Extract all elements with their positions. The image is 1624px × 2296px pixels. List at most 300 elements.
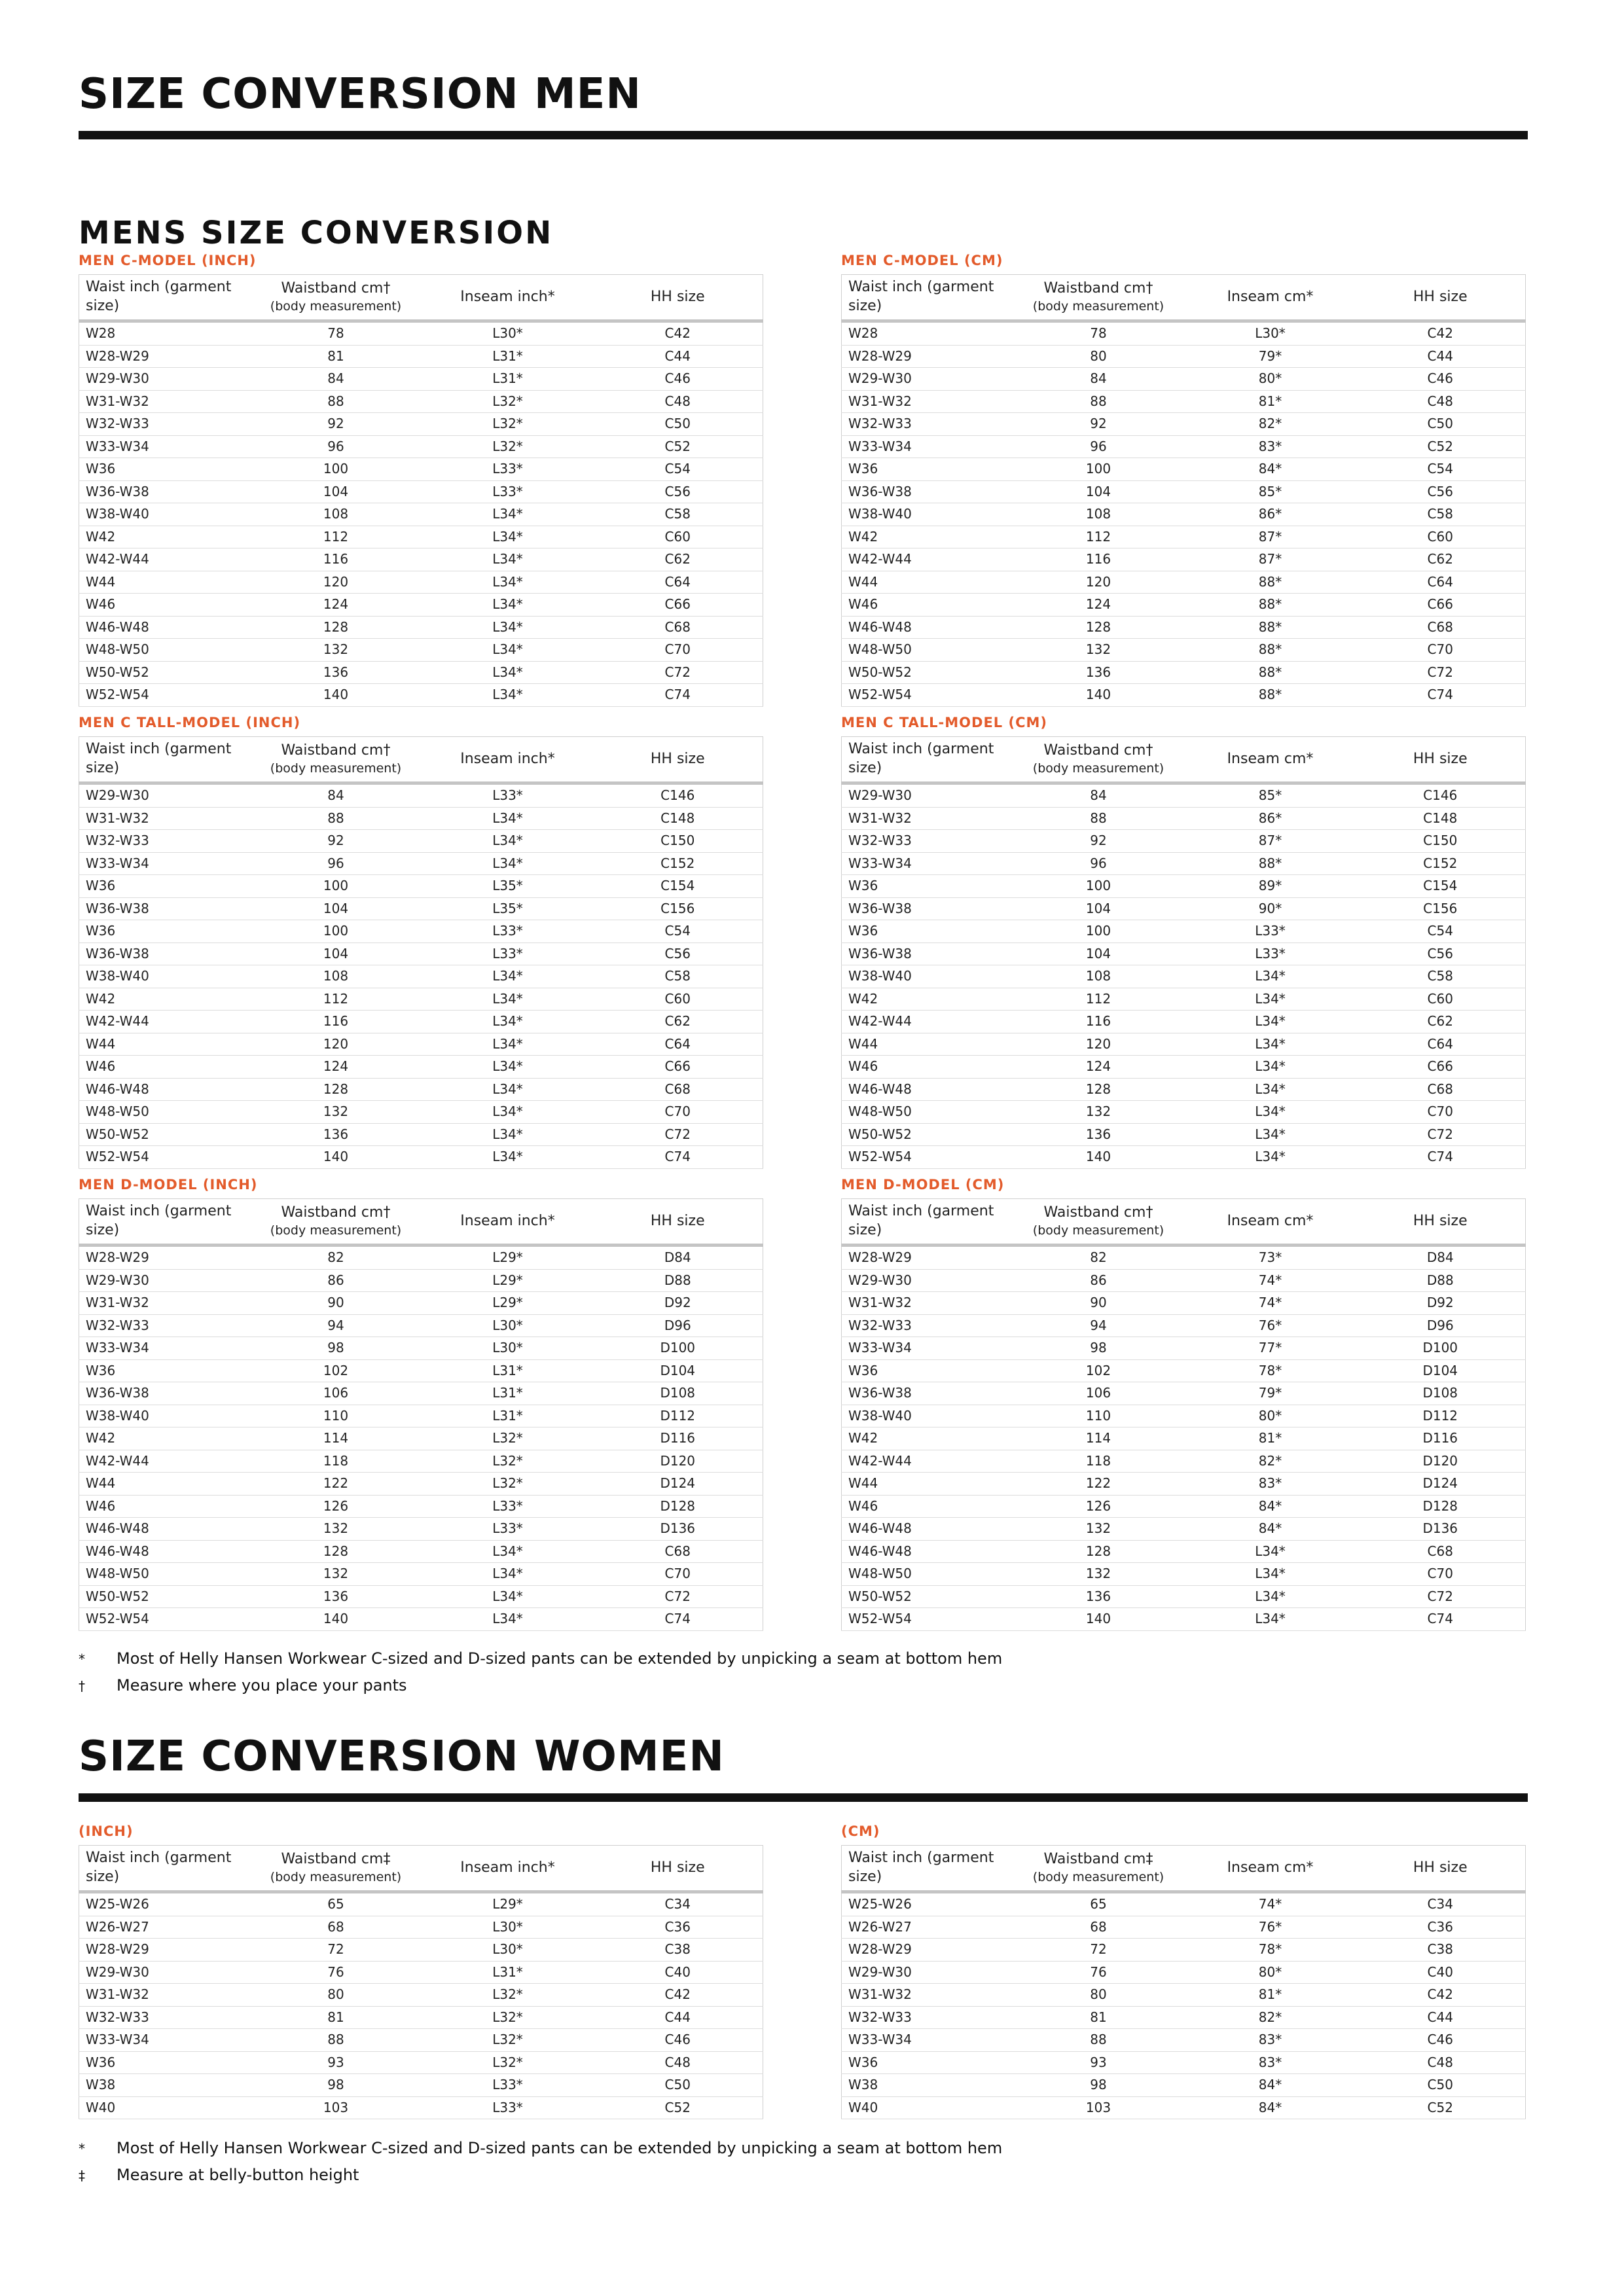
cell-inseam: L31* xyxy=(423,368,593,391)
table-row xyxy=(79,1359,763,1382)
table-row xyxy=(842,390,1526,413)
table-row xyxy=(79,965,763,988)
cell-waistband: 80 xyxy=(249,1984,423,2007)
cell-waist: W33-W34 xyxy=(842,435,1012,458)
cell-waist: W31-W32 xyxy=(79,1292,249,1315)
cell-waist: W42 xyxy=(842,988,1012,1011)
table-row xyxy=(79,920,763,943)
cell-waist: W46-W48 xyxy=(842,1540,1012,1563)
cell-inseam: L35* xyxy=(423,875,593,898)
cell-inseam: 80* xyxy=(1185,368,1356,391)
table-row xyxy=(842,920,1526,943)
cell-waistband: 81 xyxy=(249,345,423,368)
cell-inseam: 88* xyxy=(1185,594,1356,617)
cell-hh-size: C62 xyxy=(1356,1011,1526,1033)
size-table-block xyxy=(79,1821,763,2119)
cell-waistband: 100 xyxy=(1012,920,1185,943)
header-inseam: Inseam cm* xyxy=(1185,1846,1356,1892)
cell-hh-size: C64 xyxy=(1356,571,1526,594)
cell-waist: W38-W40 xyxy=(842,1405,1012,1427)
table-row xyxy=(79,1495,763,1518)
table-row xyxy=(79,639,763,662)
cell-waist: W52-W54 xyxy=(79,1608,249,1631)
cell-waist: W32-W33 xyxy=(79,413,249,436)
table-row xyxy=(79,503,763,526)
cell-waistband: 140 xyxy=(249,1146,423,1169)
cell-waist: W44 xyxy=(842,1473,1012,1496)
table-row xyxy=(79,368,763,391)
cell-waistband: 104 xyxy=(249,480,423,503)
cell-hh-size: C44 xyxy=(593,2006,763,2029)
cell-inseam: L34* xyxy=(1185,1608,1356,1631)
cell-waist: W36 xyxy=(79,2051,249,2074)
table-row xyxy=(79,1939,763,1962)
table-row xyxy=(79,661,763,684)
cell-waistband: 118 xyxy=(1012,1450,1185,1473)
table-row xyxy=(79,830,763,853)
cell-waistband: 88 xyxy=(1012,390,1185,413)
cell-inseam: L32* xyxy=(423,2051,593,2074)
cell-waist: W42-W44 xyxy=(79,1450,249,1473)
table-row xyxy=(842,1518,1526,1541)
cell-waistband: 103 xyxy=(1012,2096,1185,2119)
cell-inseam: L34* xyxy=(1185,1585,1356,1608)
table-row xyxy=(842,1359,1526,1382)
cell-waist: W36-W38 xyxy=(842,480,1012,503)
table-row xyxy=(842,2074,1526,2097)
cell-waist: W32-W33 xyxy=(79,830,249,853)
cell-inseam: 83* xyxy=(1185,1473,1356,1496)
table-row xyxy=(842,1337,1526,1360)
cell-waist: W46 xyxy=(79,1056,249,1079)
cell-hh-size: C68 xyxy=(1356,1540,1526,1563)
men-subtitle: MENS SIZE CONVERSION xyxy=(79,215,554,251)
footnote-text: Most of Helly Hansen Workwear C-sized and D-sized pants can be extended by unpicking a seam at bottom hem xyxy=(117,1649,1003,1668)
cell-waist: W38 xyxy=(79,2074,249,2097)
cell-hh-size: C52 xyxy=(593,2096,763,2119)
cell-waistband: 112 xyxy=(1012,526,1185,548)
cell-waistband: 76 xyxy=(1012,1961,1185,1984)
cell-waistband: 140 xyxy=(249,1608,423,1631)
cell-waistband: 98 xyxy=(249,1337,423,1360)
cell-waistband: 118 xyxy=(249,1450,423,1473)
cell-waistband: 102 xyxy=(249,1359,423,1382)
cell-hh-size: C42 xyxy=(593,1984,763,2007)
cell-waistband: 78 xyxy=(249,321,423,346)
cell-waist: W29-W30 xyxy=(842,368,1012,391)
header-inseam: Inseam cm* xyxy=(1185,737,1356,783)
cell-hh-size: C54 xyxy=(1356,458,1526,481)
cell-waistband: 86 xyxy=(249,1269,423,1292)
header-waist: Waist inch (garment size) xyxy=(79,275,249,321)
cell-waistband: 88 xyxy=(249,2029,423,2052)
cell-hh-size: C42 xyxy=(1356,1984,1526,2007)
table-row xyxy=(842,661,1526,684)
table-row xyxy=(79,1961,763,1984)
cell-waistband: 128 xyxy=(249,616,423,639)
cell-inseam: 79* xyxy=(1185,1382,1356,1405)
header-inseam: Inseam inch* xyxy=(423,1199,593,1246)
cell-waist: W32-W33 xyxy=(79,1314,249,1337)
table-label: MEN C-MODEL (INCH) xyxy=(79,253,257,268)
cell-inseam: L32* xyxy=(423,413,593,436)
cell-waistband: 68 xyxy=(1012,1916,1185,1939)
table-row xyxy=(79,548,763,571)
cell-waist: W38-W40 xyxy=(79,503,249,526)
cell-hh-size: C66 xyxy=(593,594,763,617)
cell-hh-size: C50 xyxy=(593,2074,763,2097)
cell-waist: W48-W50 xyxy=(79,639,249,662)
cell-hh-size: C62 xyxy=(593,1011,763,1033)
cell-waistband: 80 xyxy=(1012,345,1185,368)
cell-inseam: L32* xyxy=(423,390,593,413)
table-row xyxy=(842,1540,1526,1563)
cell-waistband: 84 xyxy=(249,783,423,808)
cell-waist: W42-W44 xyxy=(842,1450,1012,1473)
cell-waist: W28-W29 xyxy=(79,1246,249,1270)
cell-hh-size: C52 xyxy=(1356,435,1526,458)
cell-waist: W32-W33 xyxy=(842,830,1012,853)
cell-hh-size: D136 xyxy=(593,1518,763,1541)
cell-hh-size: C50 xyxy=(1356,413,1526,436)
cell-waist: W31-W32 xyxy=(79,1984,249,2007)
cell-waist: W28 xyxy=(79,321,249,346)
cell-waist: W46 xyxy=(842,594,1012,617)
table-row xyxy=(79,616,763,639)
cell-waistband: 98 xyxy=(1012,2074,1185,2097)
cell-waistband: 84 xyxy=(1012,368,1185,391)
cell-waistband: 136 xyxy=(1012,661,1185,684)
cell-inseam: L34* xyxy=(423,1011,593,1033)
table-row xyxy=(842,2051,1526,2074)
cell-waistband: 104 xyxy=(249,897,423,920)
cell-inseam: L33* xyxy=(1185,942,1356,965)
table-row xyxy=(79,1078,763,1101)
table-row xyxy=(79,1405,763,1427)
cell-waistband: 122 xyxy=(249,1473,423,1496)
table-row xyxy=(842,1892,1526,1916)
cell-inseam: L31* xyxy=(423,1961,593,1984)
cell-inseam: L32* xyxy=(423,2029,593,2052)
cell-inseam: 85* xyxy=(1185,783,1356,808)
table-row xyxy=(79,1123,763,1146)
cell-waistband: 81 xyxy=(249,2006,423,2029)
men-footnote-1 xyxy=(79,1645,1002,1672)
cell-inseam: 81* xyxy=(1185,1984,1356,2007)
cell-waist: W36 xyxy=(79,920,249,943)
cell-inseam: L33* xyxy=(423,458,593,481)
cell-hh-size: C60 xyxy=(593,526,763,548)
women-section-title: SIZE CONVERSION WOMEN xyxy=(79,1732,725,1781)
table-row xyxy=(79,345,763,368)
cell-hh-size: C34 xyxy=(593,1892,763,1916)
cell-waist: W26-W27 xyxy=(79,1916,249,1939)
cell-hh-size: D104 xyxy=(593,1359,763,1382)
cell-inseam: L33* xyxy=(423,2074,593,2097)
cell-inseam: L29* xyxy=(423,1269,593,1292)
cell-waist: W33-W34 xyxy=(79,1337,249,1360)
table-row xyxy=(79,988,763,1011)
cell-hh-size: C46 xyxy=(593,368,763,391)
cell-hh-size: C150 xyxy=(1356,830,1526,853)
cell-hh-size: C54 xyxy=(593,920,763,943)
cell-hh-size: D104 xyxy=(1356,1359,1526,1382)
table-row xyxy=(842,1269,1526,1292)
table-row xyxy=(842,1101,1526,1124)
size-table-block xyxy=(841,713,1525,1169)
cell-waistband: 88 xyxy=(249,390,423,413)
cell-waistband: 132 xyxy=(1012,1563,1185,1586)
cell-inseam: L34* xyxy=(423,1056,593,1079)
cell-hh-size: C64 xyxy=(593,571,763,594)
cell-hh-size: C72 xyxy=(1356,661,1526,684)
cell-inseam: L32* xyxy=(423,2006,593,2029)
table-row xyxy=(79,480,763,503)
cell-inseam: 85* xyxy=(1185,480,1356,503)
cell-hh-size: C36 xyxy=(593,1916,763,1939)
men-footnote-2 xyxy=(79,1672,407,1698)
table-row xyxy=(842,594,1526,617)
cell-waistband: 132 xyxy=(1012,1101,1185,1124)
table-row xyxy=(79,435,763,458)
cell-waist: W28-W29 xyxy=(79,1939,249,1962)
cell-waist: W36 xyxy=(842,875,1012,898)
cell-waistband: 104 xyxy=(1012,942,1185,965)
cell-hh-size: C74 xyxy=(1356,1146,1526,1169)
cell-hh-size: C66 xyxy=(593,1056,763,1079)
cell-inseam: L32* xyxy=(423,1473,593,1496)
cell-waist: W33-W34 xyxy=(79,852,249,875)
table-row xyxy=(79,684,763,707)
table-row xyxy=(842,1033,1526,1056)
size-table xyxy=(841,274,1526,707)
table-row xyxy=(79,807,763,830)
cell-hh-size: C56 xyxy=(1356,480,1526,503)
table-row xyxy=(79,1011,763,1033)
cell-inseam: 78* xyxy=(1185,1359,1356,1382)
cell-inseam: L33* xyxy=(423,1518,593,1541)
cell-waist: W38-W40 xyxy=(79,965,249,988)
cell-hh-size: C60 xyxy=(1356,988,1526,1011)
cell-hh-size: D128 xyxy=(1356,1495,1526,1518)
cell-waist: W46-W48 xyxy=(842,1518,1012,1541)
cell-hh-size: C50 xyxy=(1356,2074,1526,2097)
cell-waist: W29-W30 xyxy=(79,368,249,391)
table-row xyxy=(79,1540,763,1563)
cell-waist: W36 xyxy=(842,458,1012,481)
size-table xyxy=(841,1198,1526,1631)
cell-waist: W33-W34 xyxy=(79,2029,249,2052)
cell-hh-size: C46 xyxy=(1356,2029,1526,2052)
cell-waistband: 94 xyxy=(1012,1314,1185,1337)
table-row xyxy=(842,458,1526,481)
cell-inseam: L34* xyxy=(1185,1540,1356,1563)
table-row xyxy=(79,1916,763,1939)
cell-waist: W44 xyxy=(79,571,249,594)
header-inseam: Inseam inch* xyxy=(423,1846,593,1892)
table-row xyxy=(842,1939,1526,1962)
cell-hh-size: C150 xyxy=(593,830,763,853)
footnote-text: Measure at belly-button height xyxy=(117,2166,359,2184)
cell-inseam: 84* xyxy=(1185,458,1356,481)
cell-waist: W32-W33 xyxy=(842,1314,1012,1337)
cell-hh-size: C152 xyxy=(593,852,763,875)
cell-waistband: 68 xyxy=(249,1916,423,1939)
table-row xyxy=(79,897,763,920)
cell-hh-size: C56 xyxy=(1356,942,1526,965)
cell-inseam: L34* xyxy=(423,661,593,684)
cell-waistband: 136 xyxy=(249,1585,423,1608)
cell-hh-size: D84 xyxy=(1356,1246,1526,1270)
cell-inseam: L34* xyxy=(423,1563,593,1586)
cell-hh-size: C70 xyxy=(1356,1563,1526,1586)
table-row xyxy=(79,852,763,875)
header-inseam: Inseam cm* xyxy=(1185,275,1356,321)
cell-hh-size: C148 xyxy=(1356,807,1526,830)
cell-waistband: 128 xyxy=(1012,616,1185,639)
cell-waist: W42 xyxy=(842,526,1012,548)
cell-inseam: 87* xyxy=(1185,830,1356,853)
cell-waist: W32-W33 xyxy=(79,2006,249,2029)
cell-waistband: 80 xyxy=(1012,1984,1185,2007)
cell-waist: W31-W32 xyxy=(842,1984,1012,2007)
cell-inseam: 83* xyxy=(1185,2029,1356,2052)
cell-waist: W29-W30 xyxy=(79,783,249,808)
cell-inseam: L33* xyxy=(423,480,593,503)
cell-waistband: 108 xyxy=(249,503,423,526)
table-row xyxy=(842,616,1526,639)
cell-inseam: L30* xyxy=(423,321,593,346)
cell-waist: W36 xyxy=(79,458,249,481)
cell-waist: W46 xyxy=(79,594,249,617)
table-row xyxy=(79,1033,763,1056)
women-footnote-1 xyxy=(79,2135,1002,2161)
size-table xyxy=(79,274,763,707)
footnote-text: Measure where you place your pants xyxy=(117,1676,407,1695)
cell-waist: W46-W48 xyxy=(842,616,1012,639)
cell-waist: W36-W38 xyxy=(79,1382,249,1405)
cell-hh-size: C34 xyxy=(1356,1892,1526,1916)
cell-waistband: 116 xyxy=(249,548,423,571)
table-row xyxy=(842,1984,1526,2007)
cell-inseam: L34* xyxy=(423,830,593,853)
table-header-row xyxy=(79,1846,763,1892)
footnote-mark: * xyxy=(79,1651,85,1667)
header-hh-size: HH size xyxy=(593,737,763,783)
cell-hh-size: C146 xyxy=(593,783,763,808)
cell-inseam: L30* xyxy=(423,1337,593,1360)
cell-waist: W42 xyxy=(79,988,249,1011)
table-row xyxy=(79,2029,763,2052)
cell-waist: W33-W34 xyxy=(842,852,1012,875)
cell-waistband: 92 xyxy=(1012,830,1185,853)
cell-hh-size: C74 xyxy=(593,1146,763,1169)
cell-waistband: 90 xyxy=(249,1292,423,1315)
table-row xyxy=(842,345,1526,368)
cell-waistband: 124 xyxy=(1012,594,1185,617)
cell-waistband: 88 xyxy=(1012,2029,1185,2052)
cell-waist: W38 xyxy=(842,2074,1012,2097)
table-row xyxy=(842,1563,1526,1586)
cell-waist: W48-W50 xyxy=(79,1101,249,1124)
cell-inseam: 84* xyxy=(1185,2096,1356,2119)
cell-waistband: 84 xyxy=(249,368,423,391)
cell-inseam: L29* xyxy=(423,1892,593,1916)
table-row xyxy=(79,2074,763,2097)
footnote-mark: * xyxy=(79,2141,85,2157)
cell-waistband: 104 xyxy=(249,942,423,965)
cell-inseam: 88* xyxy=(1185,684,1356,707)
cell-waist: W29-W30 xyxy=(79,1269,249,1292)
cell-inseam: L34* xyxy=(1185,1123,1356,1146)
cell-hh-size: C48 xyxy=(1356,390,1526,413)
cell-inseam: 88* xyxy=(1185,616,1356,639)
table-row xyxy=(79,1608,763,1631)
header-waist: Waist inch (garment size) xyxy=(79,737,249,783)
cell-waistband: 110 xyxy=(249,1405,423,1427)
header-inseam: Inseam cm* xyxy=(1185,1199,1356,1246)
cell-waistband: 136 xyxy=(249,661,423,684)
header-hh-size: HH size xyxy=(593,1846,763,1892)
table-label: (CM) xyxy=(841,1823,880,1839)
cell-inseam: L34* xyxy=(423,1078,593,1101)
cell-waistband: 93 xyxy=(249,2051,423,2074)
cell-waistband: 128 xyxy=(249,1078,423,1101)
size-table-block xyxy=(79,713,763,1169)
cell-waist: W44 xyxy=(79,1473,249,1496)
cell-hh-size: D108 xyxy=(1356,1382,1526,1405)
cell-waistband: 112 xyxy=(1012,988,1185,1011)
cell-hh-size: C70 xyxy=(1356,1101,1526,1124)
table-header-row xyxy=(842,1199,1526,1246)
table-row xyxy=(842,435,1526,458)
table-row xyxy=(79,1246,763,1270)
cell-waistband: 100 xyxy=(1012,458,1185,481)
cell-waistband: 92 xyxy=(249,413,423,436)
cell-inseam: L33* xyxy=(423,2096,593,2119)
cell-inseam: L30* xyxy=(423,1939,593,1962)
cell-hh-size: D120 xyxy=(593,1450,763,1473)
header-inseam: Inseam inch* xyxy=(423,737,593,783)
cell-waist: W36 xyxy=(842,920,1012,943)
cell-waistband: 124 xyxy=(1012,1056,1185,1079)
cell-hh-size: D124 xyxy=(593,1473,763,1496)
cell-waistband: 126 xyxy=(249,1495,423,1518)
cell-hh-size: C58 xyxy=(593,965,763,988)
cell-waistband: 120 xyxy=(1012,1033,1185,1056)
cell-waist: W29-W30 xyxy=(79,1961,249,1984)
footnote-mark: ‡ xyxy=(79,2168,85,2183)
table-row xyxy=(842,875,1526,898)
table-row xyxy=(842,1405,1526,1427)
cell-inseam: L34* xyxy=(1185,1101,1356,1124)
cell-waistband: 100 xyxy=(1012,875,1185,898)
table-row xyxy=(842,1382,1526,1405)
table-row xyxy=(842,1585,1526,1608)
cell-waist: W32-W33 xyxy=(842,413,1012,436)
table-row xyxy=(842,503,1526,526)
cell-hh-size: C48 xyxy=(593,2051,763,2074)
cell-inseam: L33* xyxy=(423,1495,593,1518)
cell-waistband: 92 xyxy=(1012,413,1185,436)
cell-waistband: 98 xyxy=(249,2074,423,2097)
cell-inseam: L33* xyxy=(423,920,593,943)
table-row xyxy=(842,1473,1526,1496)
cell-waistband: 72 xyxy=(249,1939,423,1962)
cell-hh-size: C56 xyxy=(593,480,763,503)
cell-waistband: 76 xyxy=(249,1961,423,1984)
cell-waistband: 103 xyxy=(249,2096,423,2119)
